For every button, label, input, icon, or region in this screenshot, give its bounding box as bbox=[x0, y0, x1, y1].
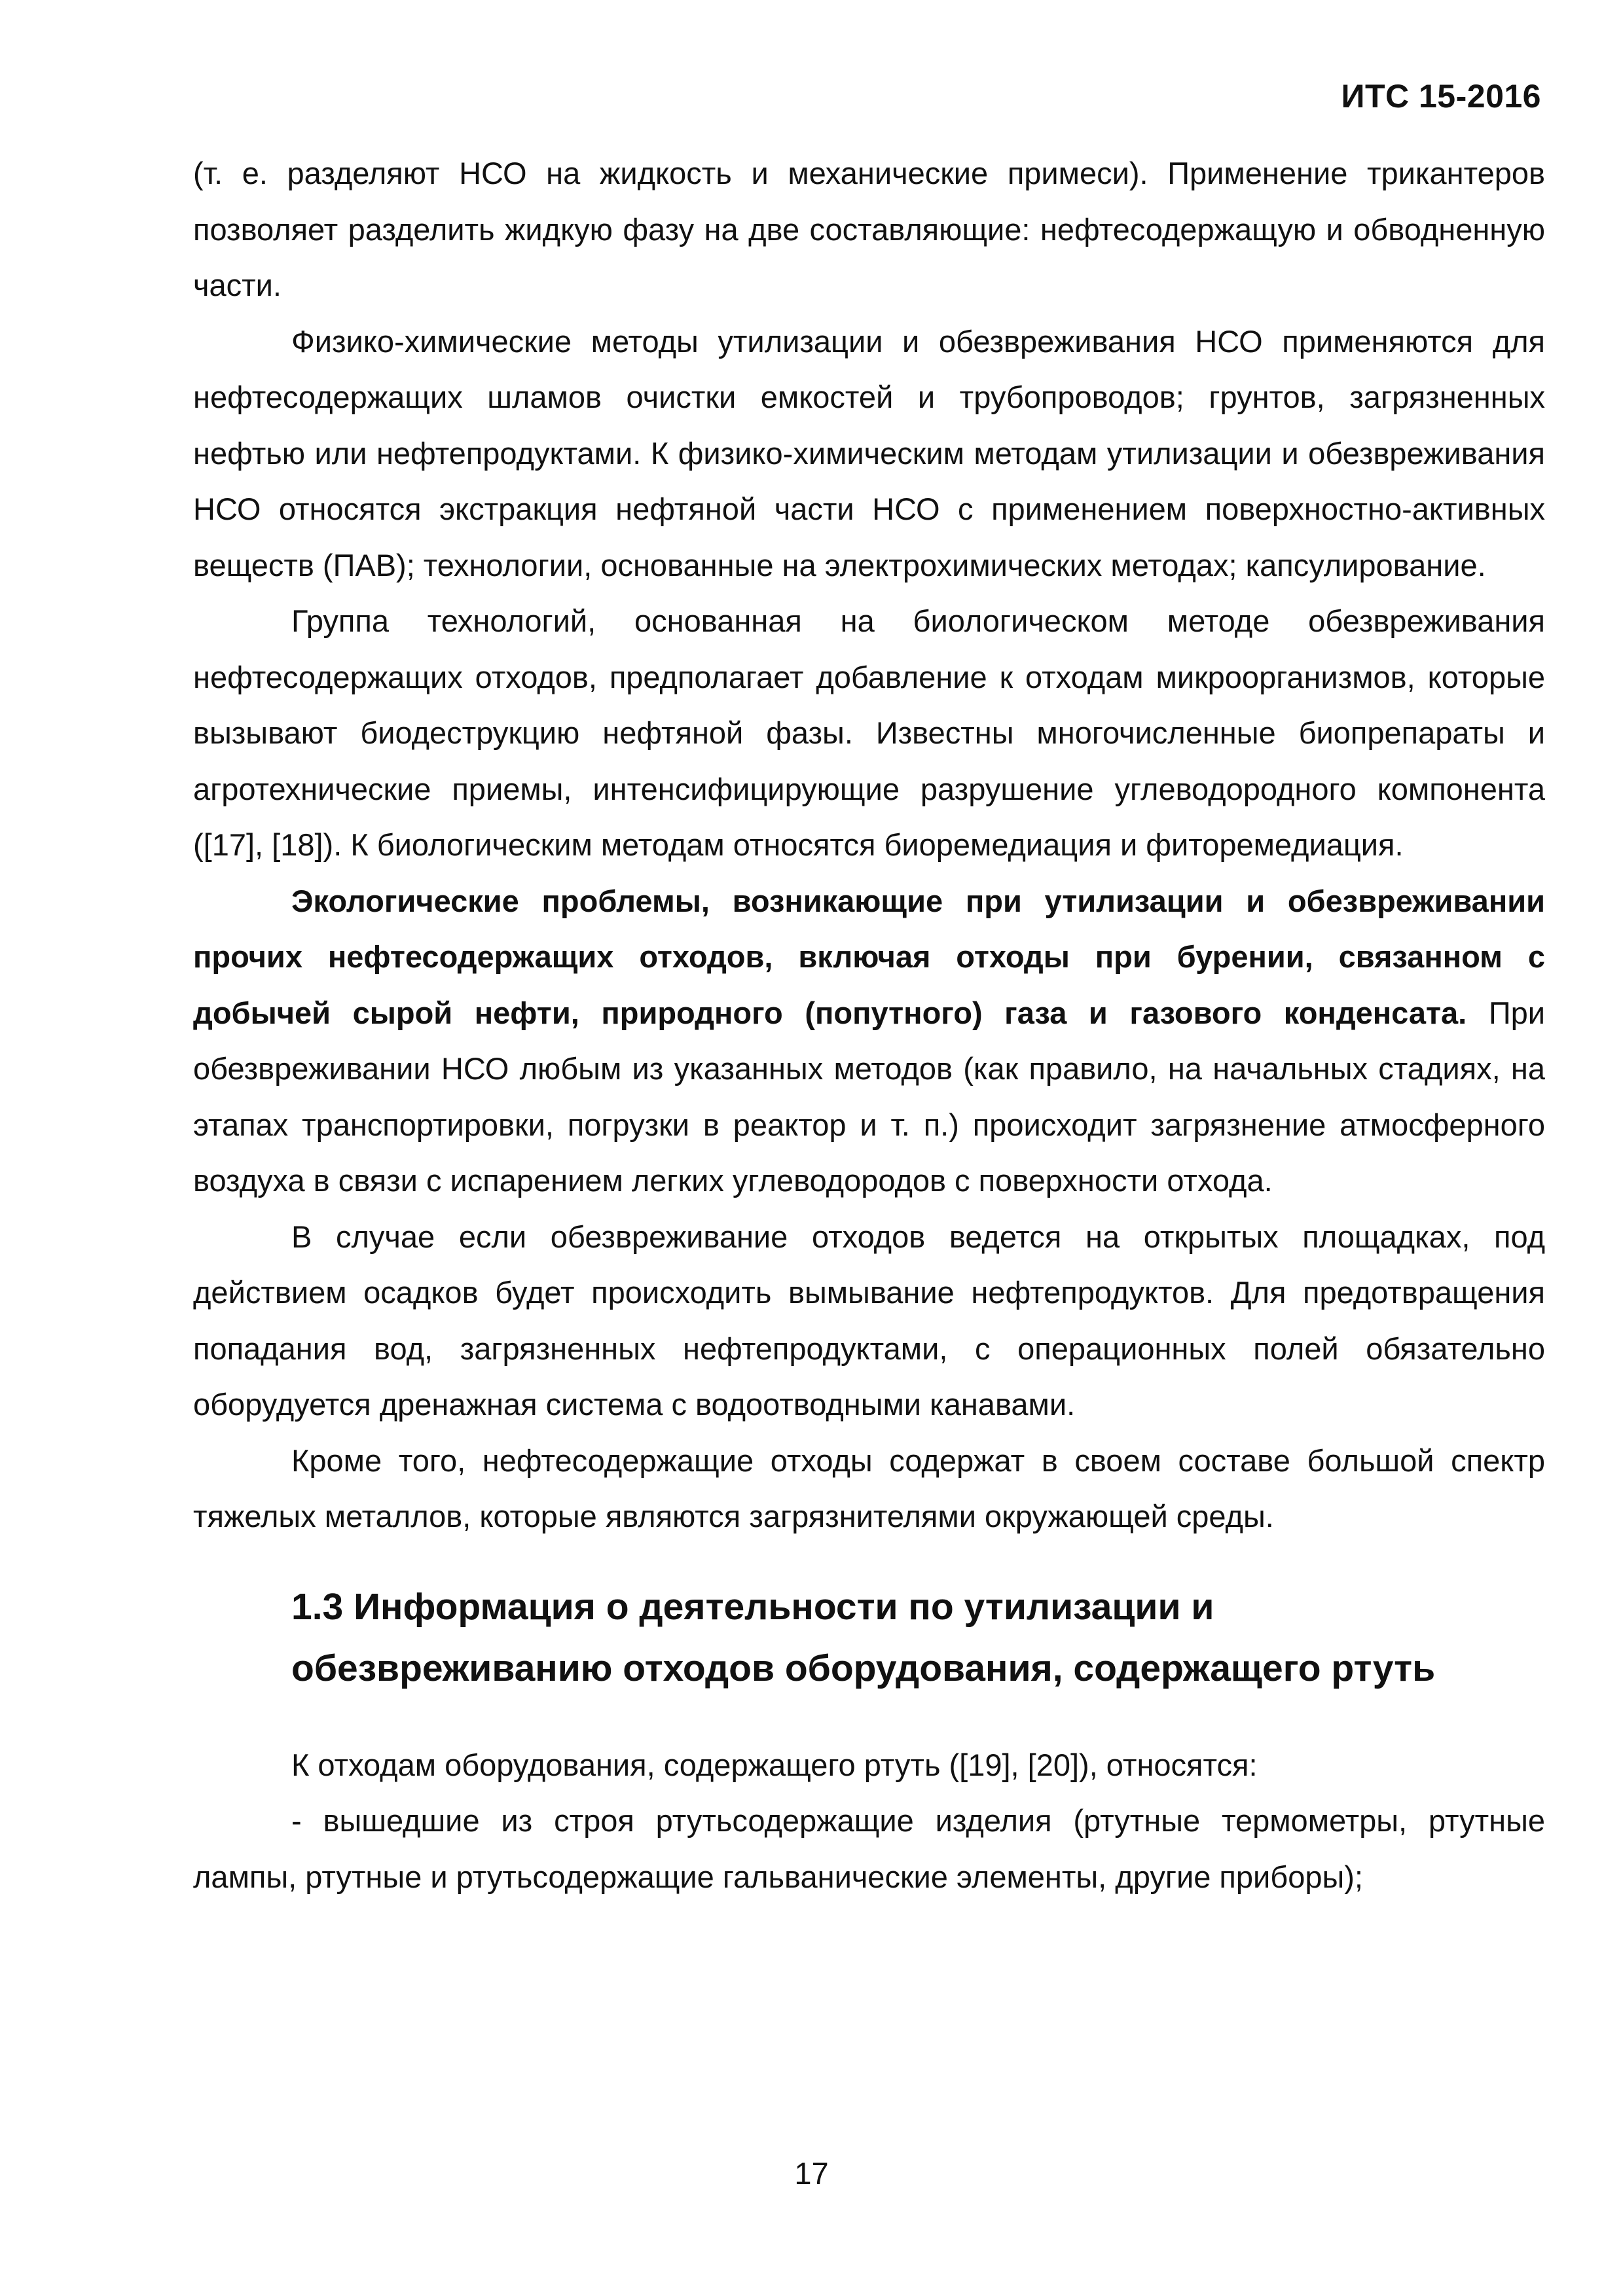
paragraph-physico-chemical-methods: Физико-химические методы утилизации и обезвреживания НСО применяются для нефтесодержащих шламов очистки емкостей и трубопроводов; грунтов, загрязненных нефтью или нефтепродуктами. К физико-химическим методам утилизации и обезвреживания НСО относятся экстракция нефтяной части НСО с применением поверхностно-активных веществ (ПАВ); технологии, основанные на электрохимических методах; капсулирование. bbox=[193, 323, 1545, 583]
list-item-mercury-devices: - вышедшие из строя ртутьсодержащие изделия (ртутные термометры, ртутные лампы, ртутные и ртутьсодержащие гальванические элементы, другие приборы); bbox=[193, 1803, 1545, 1894]
section-heading-line-2: обезвреживанию отходов оборудования, содержащего ртуть bbox=[291, 1647, 1436, 1689]
environmental-problems-text: При обезвреживании НСО любым из указанных методов (как правило, на начальных стадиях, на этапах транспортировки, погрузки в реактор и т. п.) происходит загрязнение атмосферного воздуха в связи с испарением легких углеводородов с поверхности отхода. bbox=[193, 995, 1546, 1198]
paragraph-heavy-metals: Кроме того, нефтесодержащие отходы содержат в своем составе большой спектр тяжелых металлов, которые являются загрязнителями окружающей среды. bbox=[193, 1443, 1545, 1534]
page-number: 17 bbox=[794, 2156, 829, 2191]
paragraph-environmental-problems bbox=[193, 873, 1545, 1209]
environmental-problems-bold-lead: Экологические проблемы, возникающие при утилизации и обезвреживании прочих нефтесодержащих отходов, включая отходы при бурении, связанном с добычей сырой нефти, природного (попутного) газа и газового конденсата. bbox=[193, 883, 1545, 1030]
section-heading-line-1: 1.3 Информация о деятельности по утилизации и bbox=[291, 1585, 1214, 1628]
paragraph-tricanters: (т. е. разделяют НСО на жидкость и механические примеси). Применение трикантеров позволяет разделить жидкую фазу на две составляющие: нефтесодержащую и обводненную части. bbox=[193, 156, 1545, 302]
paragraph-mercury-waste-intro: К отходам оборудования, содержащего ртуть ([19], [20]), относятся: bbox=[291, 1747, 1258, 1782]
section-heading-1-3 bbox=[193, 1576, 1545, 1699]
document-body bbox=[193, 145, 1545, 1905]
document-code-header: ИТС 15-2016 bbox=[1341, 78, 1541, 115]
paragraph-open-sites: В случае если обезвреживание отходов ведется на открытых площадках, под действием осадков будет происходить вымывание нефтепродуктов. Для предотвращения попадания вод, загрязненных нефтепродуктами, с операционных полей обязательно оборудуется дренажная система с водоотводными канавами. bbox=[193, 1219, 1545, 1422]
paragraph-biological-methods: Группа технологий, основанная на биологическом методе обезвреживания нефтесодержащих отходов, предполагает добавление к отходам микроорганизмов, которые вызывают биодеструкцию нефтяной фазы. Известны многочисленные биопрепараты и агротехнические приемы, интенсифицирующие разрушение углеводородного компонента ([17], [18]). К биологическим методам относятся биоремедиация и фиторемедиация. bbox=[193, 603, 1545, 862]
